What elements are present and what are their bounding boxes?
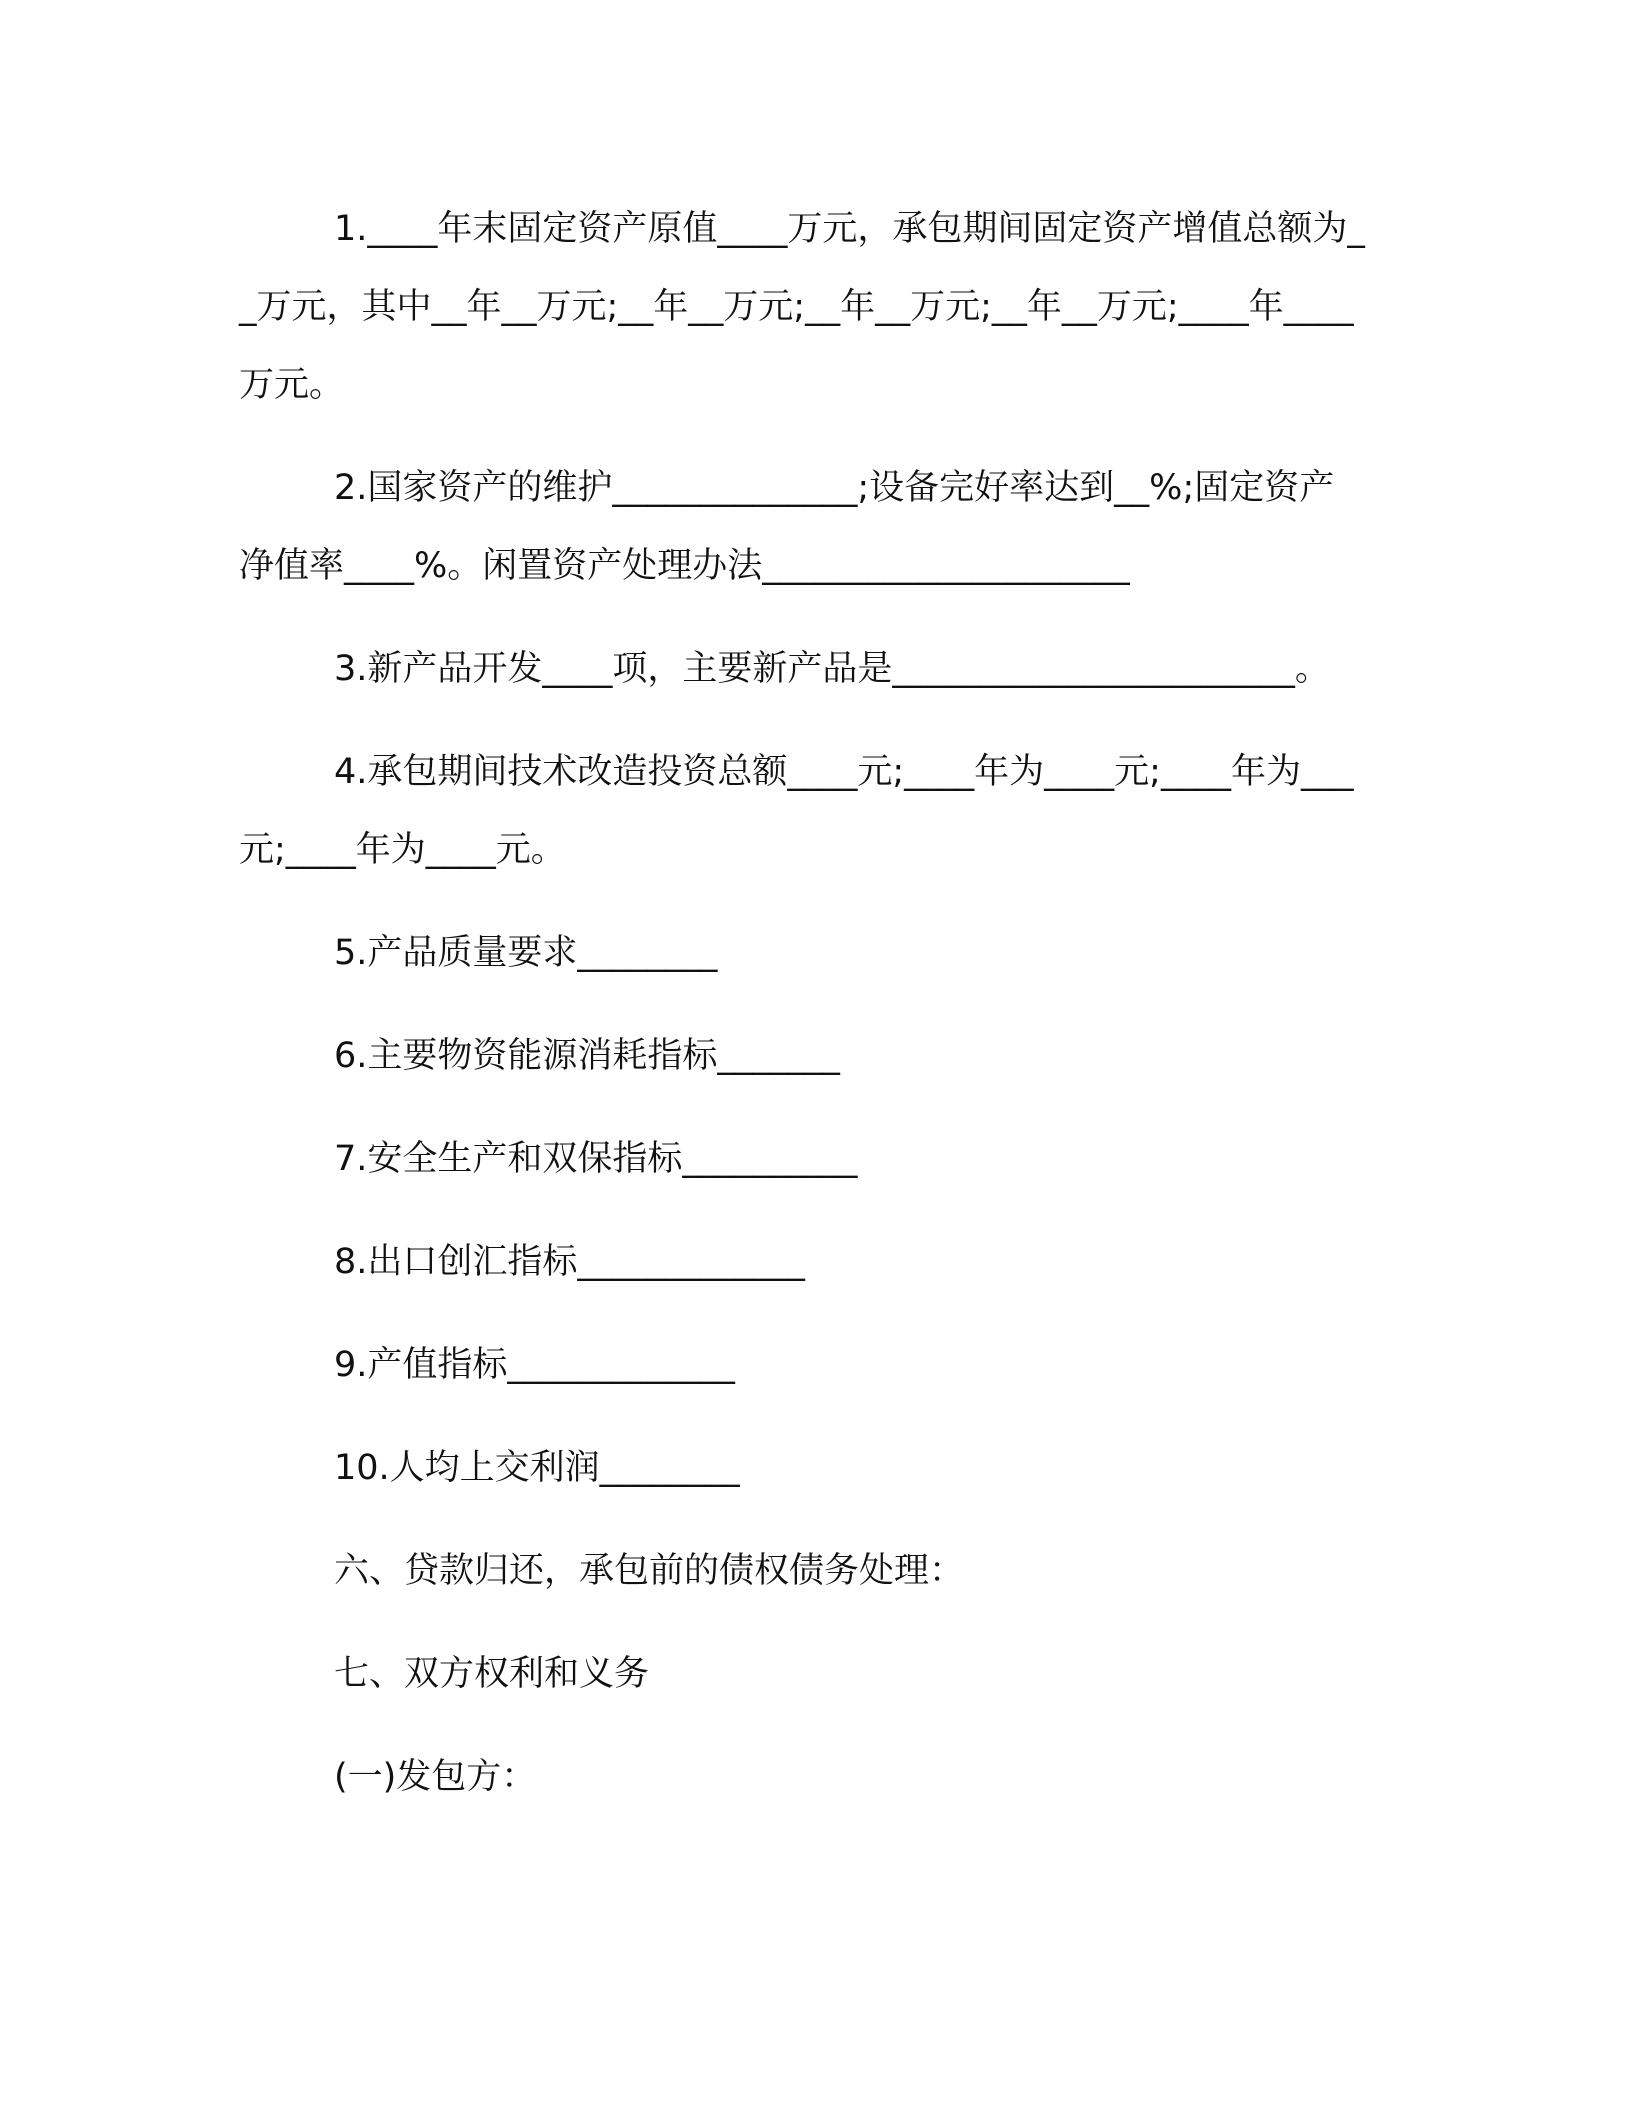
document-body [239,190,1369,1841]
clause-3-new-products: 3.新产品开发____项，主要新产品是_______________________。 [334,649,1330,689]
clause-2-asset-maintenance: 2.国家资产的维护______________;设备完好率达到__%;固定资产净值率____%。闲置资产处理办法_____________________ [239,468,1335,586]
clause-10-profit: 10.人均上交利润________ [334,1448,740,1488]
clause-7-safety: 7.安全生产和双保指标__________ [334,1139,858,1179]
clause-8-export: 8.出口创汇指标_____________ [334,1242,805,1282]
clause-5-quality: 5.产品质量要求________ [334,933,718,973]
clause-1-fixed-assets: 1.____年末固定资产原值____万元，承包期间固定资产增值总额为__万元，其中__年__万元;__年__万元;__年__万元;__年__万元;____年____万元。 [239,209,1365,405]
section-6-heading: 六、贷款归还，承包前的债权债务处理： [334,1551,965,1591]
clause-6-consumption: 6.主要物资能源消耗指标_______ [334,1036,840,1076]
subsection-employer-heading: (一)发包方： [334,1757,537,1797]
clause-9-output-value: 9.产值指标_____________ [334,1345,735,1385]
clause-4-tech-investment: 4.承包期间技术改造投资总额____元;____年为____元;____年为___元;____年为____元。 [239,752,1354,870]
section-7-heading: 七、双方权利和义务 [334,1654,650,1694]
